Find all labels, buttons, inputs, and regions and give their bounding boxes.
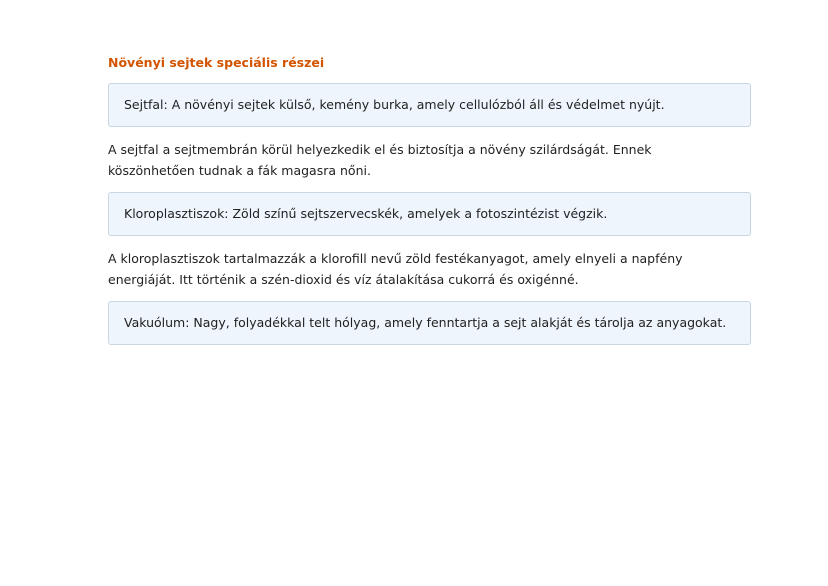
- section-title: Növényi sejtek speciális részei: [108, 55, 325, 70]
- explanation-paragraph-chloroplasts: A kloroplasztiszok tartalmazzák a klorofill nevű zöld festékanyagot, amely elnyeli a napfény energiáját. Itt történik a szén-dioxid és víz átalakítása cukorrá és oxigénné.: [108, 251, 683, 287]
- definition-box-cell-wall: [108, 83, 751, 127]
- definition-text: Vakuólum: Nagy, folyadékkal telt hólyag, amely fenntartja a sejt alakját és tárolja az anyagokat.: [124, 315, 727, 330]
- definition-text: Sejtfal: A növényi sejtek külső, kemény burka, amely cellulózból áll és védelmet nyújt.: [124, 97, 665, 112]
- explanation-paragraph-cell-wall: A sejtfal a sejtmembrán körül helyezkedik el és biztosítja a növény szilárdságát. Ennek köszönhetően tudnak a fák magasra nőni.: [108, 142, 652, 178]
- definition-box-vacuole: [108, 301, 751, 345]
- document-content: [108, 55, 751, 345]
- definition-text: Kloroplasztiszok: Zöld színű sejtszervecskék, amelyek a fotoszintézist végzik.: [124, 206, 608, 221]
- definition-box-chloroplasts: [108, 192, 751, 236]
